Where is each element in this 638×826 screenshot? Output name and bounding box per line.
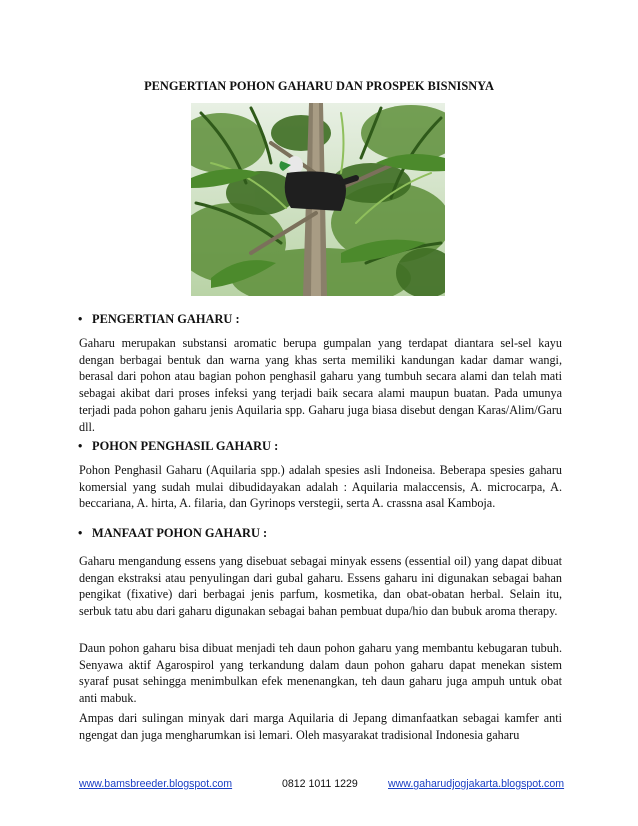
footer-link-gaharudjogjakarta[interactable]: www.gaharudjogjakarta.blogspot.com [388,778,565,790]
section-heading-text: POHON PENGHASIL GAHARU : [92,439,279,453]
bullet-icon: • [78,439,83,453]
bullet-icon: • [78,312,83,326]
section-heading-text: PENGERTIAN GAHARU : [92,312,240,326]
section-heading-manfaat [78,526,268,541]
gaharu-tree-photo [191,103,445,296]
footer-link-bamsbreeder[interactable]: www.bamsbreeder.blogspot.com [79,778,233,790]
paragraph-pengertian: Gaharu merupakan substansi aromatic berupa gumpalan yang terdapat diantara sel-sel kayu dengan berbagai bentuk dan warna yang khas serta memiliki kandungan kadar damar wangi, berasal dari pohon atau bagian pohon penghasil gaharu yang tumbuh secara alami dan telah mati sebagai akibat dari proses infeksi yang terjadi baik secara alami maupun buatan. Pada umunya terjadi pada pohon gaharu jenis Aquilaria spp. Gaharu juga biasa disebut dengan Karas/Alim/Garu dll. [79,336,562,434]
bullet-icon: • [78,526,83,540]
section-heading-pohon-penghasil [78,439,279,454]
tree-photo-illustration [191,103,445,296]
paragraph-manfaat-3: Ampas dari sulingan minyak dari marga Aquilaria di Jepang dimanfaatkan sebagai kamfer anti ngengat dan juga mengharumkan isi lemari. Oleh masyarakat tradisional Indonesia gaharu [79,711,562,742]
section-heading-text: MANFAAT POHON GAHARU : [92,526,268,540]
paragraph-pohon-penghasil: Pohon Penghasil Gaharu (Aquilaria spp.) adalah spesies asli Indoneisa. Beberapa spesies gaharu komersial yang sudah mulai dibudidayakan adalah : Aquilaria malaccensis, A. microcarpa, A. beccariana, A. hirta, A. filaria, dan Gyrinops verstegii, serta A. crassna asal Kamboja. [79,463,562,511]
page-title: PENGERTIAN POHON GAHARU DAN PROSPEK BISNISNYA [144,79,494,93]
paragraph-manfaat-1: Gaharu mengandung essens yang disebuat sebagai minyak essens (essential oil) yang dapat dibuat dengan ekstraksi atau penyulingan dari gubal gaharu. Essens gaharu ini digunakan sebagai bahan pengikat (fixative) dari berbagai jenis parfum, kosmetika, dan obat-obatan herbal. Selain itu, serbuk tatu abu dari gaharu digunakan sebagai bahan pembuat dupa/hio dan bubuk aroma therapy. [79,554,562,619]
footer-phone: 0812 1011 1229 [282,778,358,790]
paragraph-manfaat-2: Daun pohon gaharu bisa dibuat menjadi teh daun pohon gaharu yang membantu kebugaran tubuh. Senyawa aktif Agarospirol yang terkandung dalam daun pohon gaharu dapat menekan sistem syaraf pusat sehingga menimbulkan efek menenangkan, teh daun gaharu juga ampuh untuk obat anti mabuk. [79,641,562,706]
page-footer [79,778,563,794]
section-heading-pengertian [78,312,240,327]
